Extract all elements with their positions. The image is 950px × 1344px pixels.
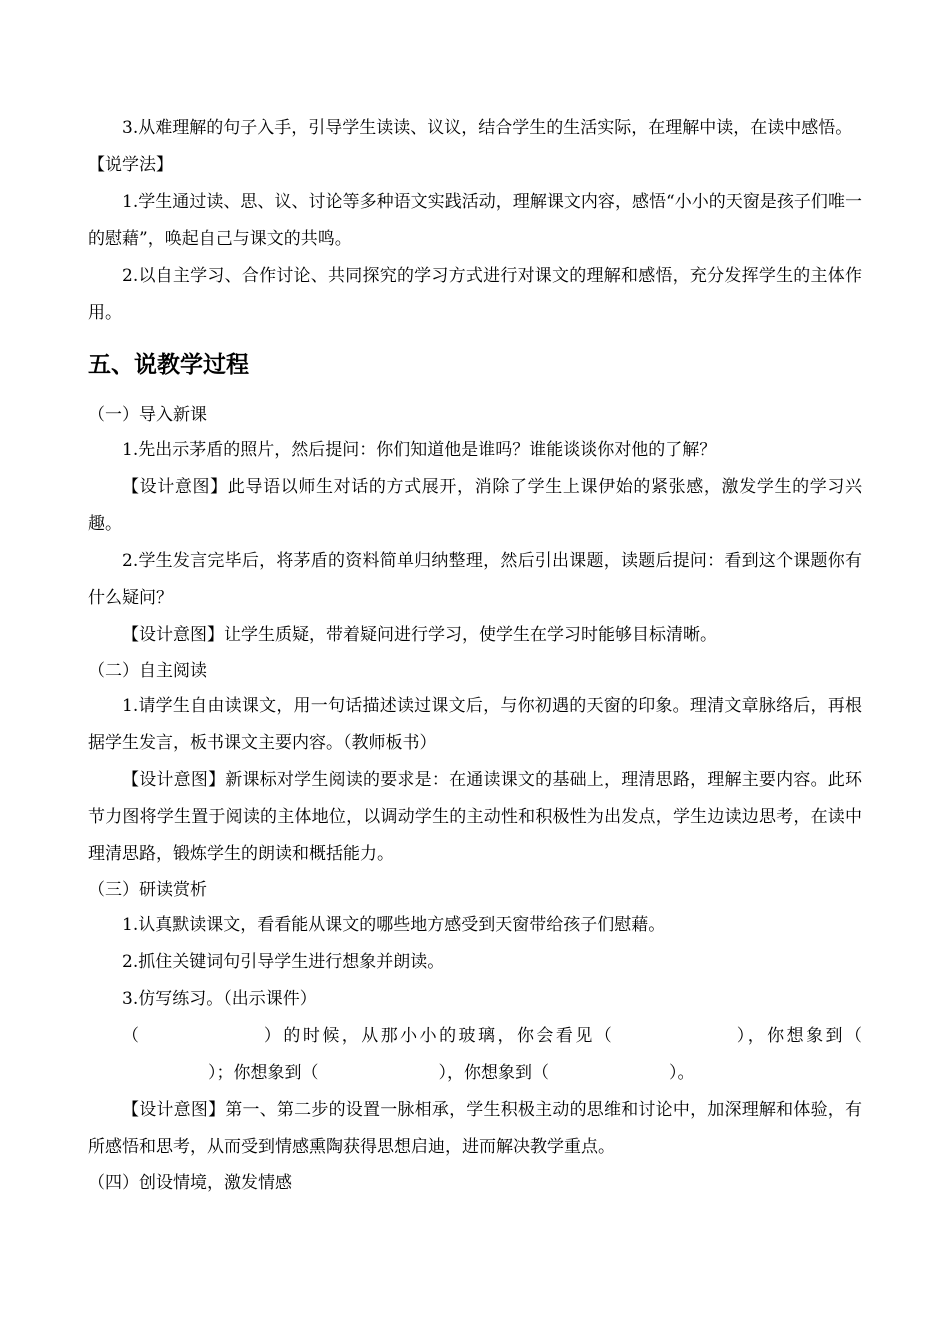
part-3-item-1: 1.认真默读课文，看看能从课文的哪些地方感受到天窗带给孩子们慰藉。: [122, 915, 666, 935]
blank-line-1-a: （: [122, 1026, 142, 1046]
blank-line-2-c: ）。: [669, 1063, 695, 1083]
part-3-title: （三）研读赏析: [88, 880, 207, 900]
part-1-item-1: 1.先出示茅盾的照片，然后提问：你们知道他是谁吗？谁能谈谈你对他的了解？: [122, 440, 717, 460]
blank-line-1-c: ），你想象到（: [734, 1026, 863, 1046]
document-page: [88, 110, 862, 1200]
part-1-intent-1: 【设计意图】此导语以师生对话的方式展开，消除了学生上课伊始的紧张感，激发学生的学习兴趣。: [88, 477, 862, 534]
part-2-title: （二）自主阅读: [88, 661, 207, 681]
part-1-title: （一）导入新课: [88, 405, 207, 425]
part-1-item-2: 2.学生发言完毕后，将茅盾的资料简单归纳整理，然后引出课题，读题后提问：看到这个课题你有什么疑问？: [88, 551, 862, 608]
learning-method-label: 【说学法】: [88, 155, 173, 175]
part-2-item-1: 1.请学生自由读课文，用一句话描述读过课文后，与你初遇的天窗的印象。理清文章脉络后，再根据学生发言，板书课文主要内容。（教师板书）: [88, 696, 862, 753]
method-item-3: 3.从难理解的句子入手，引导学生读读、议议，结合学生的生活实际，在理解中读，在读中感悟。: [122, 118, 853, 138]
part-3-item-3: 3.仿写练习。（出示课件）: [122, 989, 317, 1009]
learning-item-2: 2.以自主学习、合作讨论、共同探究的学习方式进行对课文的理解和感悟，充分发挥学生的主体作用。: [88, 266, 862, 323]
part-4-title: （四）创设情境，激发情感: [88, 1173, 292, 1193]
section-five-heading: 五、说教学过程: [88, 352, 249, 378]
blank-line-2-a: ）；你想象到（: [208, 1063, 319, 1083]
learning-item-1: 1.学生通过读、思、议、讨论等多种语文实践活动，理解课文内容，感悟“小小的天窗是孩子们唯一的慰藉”，唤起自己与课文的共鸣。: [88, 192, 862, 249]
part-1-intent-2: 【设计意图】让学生质疑，带着疑问进行学习，使学生在学习时能够目标清晰。: [122, 625, 717, 645]
part-3-item-2: 2.抓住关键词句引导学生进行想象并朗读。: [122, 952, 445, 972]
blank-line-2-b: ），你想象到（: [438, 1063, 549, 1083]
blank-line-1-b: ）的时候，从那小小的玻璃，你会看见（: [261, 1026, 615, 1046]
part-3-intent-1: 【设计意图】第一、第二步的设置一脉相承，学生积极主动的思维和讨论中，加深理解和体验，有所感悟和思考，从而受到情感熏陶获得思想启迪，进而解决教学重点。: [88, 1100, 862, 1157]
part-2-intent-1: 【设计意图】新课标对学生阅读的要求是：在通读课文的基础上，理清思路，理解主要内容。此环节力图将学生置于阅读的主体地位，以调动学生的主动性和积极性为出发点，学生边读边思考，在读中理清思路，锻炼学生的朗读和概括能力。: [88, 770, 862, 864]
fill-in-blank-exercise: [88, 1018, 862, 1092]
